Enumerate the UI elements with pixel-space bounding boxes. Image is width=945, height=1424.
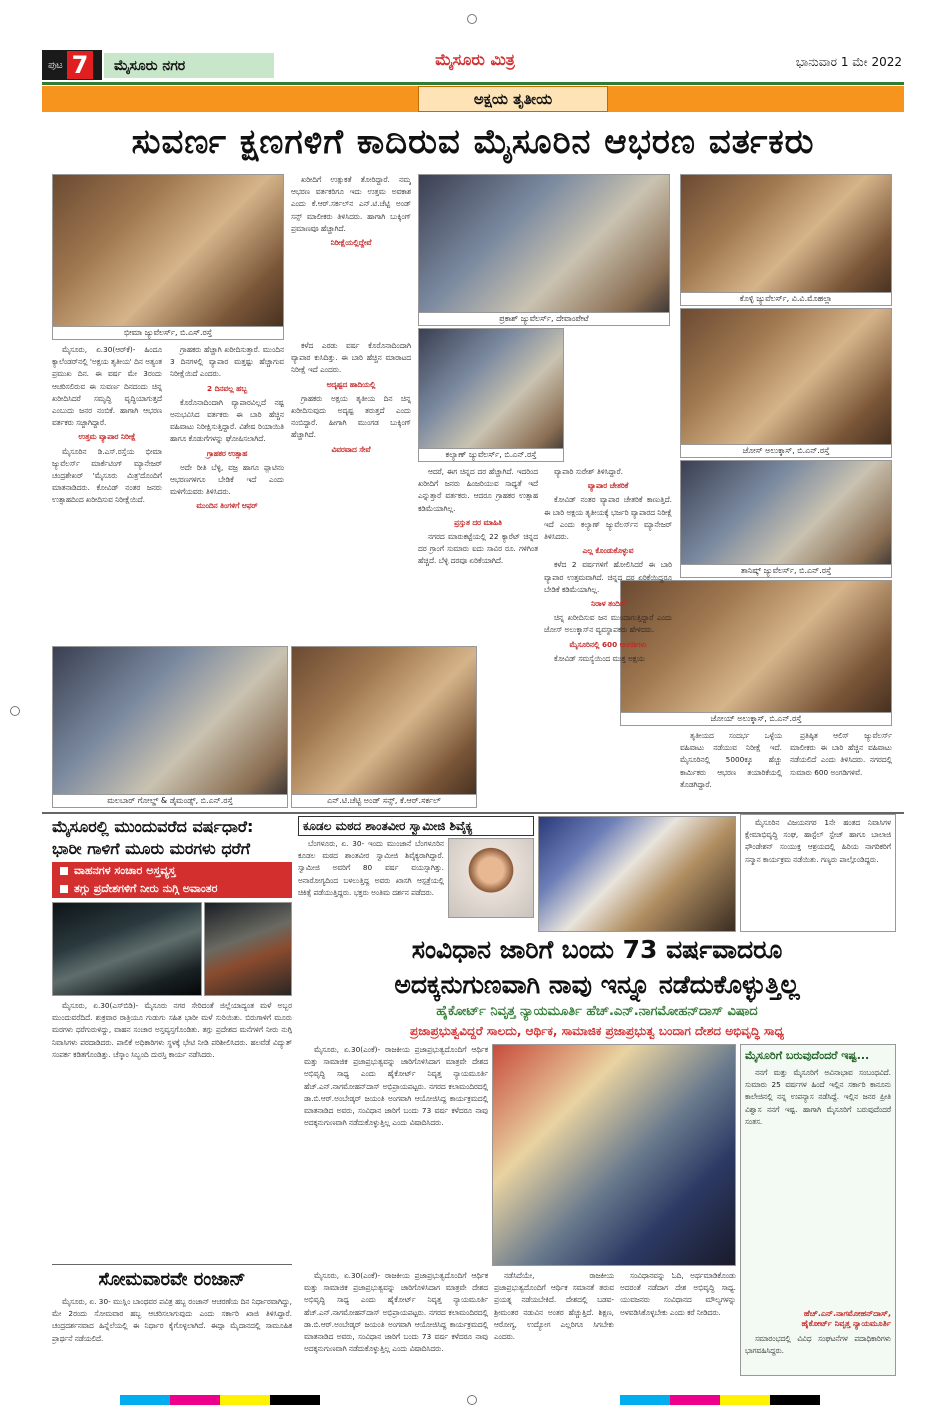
main-col5-para3: ಕಳೆದ 2 ವರ್ಷಗಳಿಗೆ ಹೋಲಿಸಿದರೆ ಈ ಬಾರಿ ವ್ಯಾಪಾರ ಉತ್ತಮವಾಗಿದೆ. ಚಿನ್ನದ ದರ ಏರಿಕೆಯಿದ್ದರೂ ಬೇಡಿಕೆ ಕಡಿಮೆಯಾಗಿಲ್ಲ. <box>544 560 672 594</box>
quote-signature-title: ಹೈಕೋರ್ಟ್ ನಿವೃತ್ತ ನ್ಯಾಯಮೂರ್ತಿ <box>801 1319 891 1328</box>
caption-kalyan: ಕಲ್ಯಾಣ್ ಜ್ಯುವೆಲರ್ಸ್, ಬಿ.ಎನ್.ರಸ್ತೆ <box>419 448 563 461</box>
dateline: ಭಾನುವಾರ 1 ಮೇ 2022 <box>795 55 902 69</box>
page-number-badge <box>42 50 102 80</box>
photo-kalyan <box>418 328 564 462</box>
right-news-box <box>740 814 896 932</box>
akshaya-label: ಅಕ್ಷಯ ತೃತೀಯ <box>418 86 608 112</box>
registration-mark-icon <box>467 14 477 24</box>
constitution-subhead-2: ಪ್ರಜಾಪ್ರಭುತ್ವವಿದ್ದರೆ ಸಾಲದು, ಆರ್ಥಿಕ, ಸಾಮಾಜಿಕ ಪ್ರಜಾಪ್ರಭುತ್ವ ಬಂದಾಗ ದೇಶದ ಅಭಿವೃದ್ಧಿ ಸಾಧ್ಯ <box>410 1024 784 1038</box>
quote-box-body2 <box>741 1331 895 1375</box>
main-col3-para2: ಕಳೆದ ಎರಡು ವರ್ಷ ಕೊರೊನಾದಿಂದಾಗಿ ವ್ಯಾಪಾರ ಕುಸಿದಿತ್ತು. ಈ ಬಾರಿ ಹೆಚ್ಚಿನ ಮಾರಾಟದ ನಿರೀಕ್ಷೆ ಇದೆ ಎಂದರು. <box>291 341 411 375</box>
constitution-col1-para: ಮೈಸೂರು, ಏ.30(ಎಂಕೆ)- ರಾಜಕೀಯ ಪ್ರಜಾಪ್ರಭುತ್ವದೊಂದಿಗೆ ಆರ್ಥಿಕ ಮತ್ತು ಸಾಮಾಜಿಕ ಪ್ರಜಾಪ್ರಭುತ್ವವನ್ನು ಜಾರಿಗೊಳಿಸಿದಾಗ ಮಾತ್ರವೇ ದೇಶದ ಅಭಿವೃದ್ಧಿ ಸಾಧ್ಯ ಎಂದು ಹೈಕೋರ್ಟ್ ನಿವೃತ್ತ ನ್ಯಾಯಮೂರ್ತಿ ಹೆಚ್.ಎನ್.ನಾಗಮೋಹನ್‌ದಾಸ್ ಅಭಿಪ್ರಾಯಪಟ್ಟರು. ನಗರದ ಕಲಾಮಂದಿರದಲ್ಲಿ ಡಾ.ಬಿ.ಆರ್.ಅಂಬೇಡ್ಕರ್ ಜಯಂತಿ ಅಂಗವಾಗಿ ಆಯೋಜಿಸಿದ್ದ ಕಾರ್ಯಕ್ರಮದಲ್ಲಿ ಮಾತನಾಡಿದ ಅವರು, ಸಂವಿಧಾನ ಜಾರಿಗೆ ಬಂದು 73 ವರ್ಷ ಕಳೆದರೂ ನಾವು ಅದಕ್ಕನುಗುಣವಾಗಿ ನಡೆದುಕೊಳ್ಳುತ್ತಿಲ್ಲ ಎಂದು ವಿಷಾದಿಸಿದರು. <box>304 1045 488 1128</box>
main-col5-subhead: ವ್ಯಾಪಾರ ಚೇತರಿಕೆ <box>587 481 629 491</box>
constitution-headline-line2: ಅದಕ್ಕನುಗುಣವಾಗಿ ನಾವು ಇನ್ನೂ ನಡೆದುಕೊಳ್ಳುತ್ತಿಲ್ಲ <box>394 970 800 999</box>
quote-box-para2: ಸಮಾರಂಭದಲ್ಲಿ ವಿವಿಧ ಸಂಘಟನೆಗಳ ಪದಾಧಿಕಾರಿಗಳು ಭಾಗವಹಿಸಿದ್ದರು. <box>745 1334 891 1356</box>
caption-joy: ಜೋಯ್ ಅಲುಕ್ಕಾಸ್, ಬಿ.ಎನ್.ರಸ್ತೆ <box>621 712 891 725</box>
main-col-5 <box>544 466 672 808</box>
caption-tanishq: ತಾನಿಷ್ಕ್ ಜ್ಯುವೆಲರ್ಸ್, ಬಿ.ಎನ್.ರಸ್ತೆ <box>681 564 891 577</box>
rain-body <box>52 1000 292 1262</box>
koodala-headline: ಕೂಡಲ ಮಠದ ಶಾಂತವೀರ ಸ್ವಾಮೀಜಿ ಶಿವೈಕ್ಯ <box>298 816 534 836</box>
main-col1-para2: ಮೈಸೂರಿನ ಡಿ.ಎಸ್.ರಸ್ತೆಯ ಭೀಮಾ ಜ್ಯುವೆಲರ್ಸ್ ಮಾರ್ಕೆಟಿಂಗ್ ಮ್ಯಾನೇಜರ್ ಚಂದ್ರಶೇಖರ್ 'ಮೈಸೂರು ಮಿತ್ರ'ದೊಂದಿಗೆ ಮಾತನಾಡಿದರು. ಕೋವಿಡ್ ನಂತರ ಜನರು ಉತ್ಸಾಹದಿಂದ ಖರೀದಿಸುವ ನಿರೀಕ್ಷೆಯಿದೆ. <box>52 446 162 505</box>
main-col1-subhead: ಉತ್ತಮ ವ್ಯಾಪಾರ ನಿರೀಕ್ಷೆ <box>78 432 136 442</box>
rain-headline-line2: ಭಾರೀ ಗಾಳಿಗೆ ಮೂರು ಮರಗಳು ಧರೆಗೆ <box>52 839 251 858</box>
main-col-6 <box>680 730 782 808</box>
rain-strip-2 <box>52 880 292 898</box>
caption-chetty: ಎನ್.ಟಿ.ಚೆಟ್ಟಿ ಅಂಡ್ ಸನ್ಸ್, ಕೆ.ಆರ್.ಸರ್ಕಲ್ <box>292 794 476 807</box>
rain-body-para: ಮೈಸೂರು, ಏ.30(ಎಸ್‌ಬಿಡಿ)- ಮೈಸೂರು ನಗರ ಸೇರಿದಂತೆ ಜಿಲ್ಲೆಯಾದ್ಯಂತ ಮಳೆ ಅಬ್ಬರ ಮುಂದುವರೆದಿದೆ. ಶುಕ್ರವಾರ ರಾತ್ರಿಯೂ ಗುಡುಗು ಸಹಿತ ಭಾರೀ ಮಳೆ ಸುರಿಯಿತು. ಬಿರುಗಾಳಿಗೆ ಮೂರು ಮರಗಳು ಧರೆಗುರುಳಿದ್ದು, ವಾಹನ ಸಂಚಾರ ಅಸ್ತವ್ಯಸ್ತಗೊಂಡಿತು. ತಗ್ಗು ಪ್ರದೇಶದ ಮನೆಗಳಿಗೆ ನೀರು ನುಗ್ಗಿ ನಿವಾಸಿಗಳು ಪರದಾಡಿದರು. ಪಾಲಿಕೆ ಅಧಿಕಾರಿಗಳು ಸ್ಥಳಕ್ಕೆ ಭೇಟಿ ನೀಡಿ ಪರಿಶೀಲಿಸಿದರು. ಹಲವೆಡೆ ವಿದ್ಯುತ್ ಸಂಪರ್ಕ ಕಡಿತಗೊಂಡಿತ್ತು. ಚೆಸ್ಕಾಂ ಸಿಬ್ಬಂದಿ ದುರಸ್ತಿ ಕಾರ್ಯ ನಡೆಸಿದರು. <box>52 1001 292 1059</box>
color-bar-left <box>120 1395 320 1405</box>
quote-box-head: ಮೈಸೂರಿಗೆ ಬರುವುದೆಂದರೆ ಇಷ್ಟ... <box>745 1049 870 1062</box>
main-col3-subhead: ನಿರೀಕ್ಷೆಯಲ್ಲಿದ್ದೇವೆ <box>330 238 372 248</box>
main-col6-para: ತೃತೀಯದ ಸಂದರ್ಭ ಒಳ್ಳೆಯ ವಹಿವಾಟು ನಡೆಯುವ ನಿರೀಕ್ಷೆ ಇದೆ. ಮೈಸೂರಿನಲ್ಲಿ 5000ಕ್ಕೂ ಹೆಚ್ಚು ಕಾರ್ಮಿಕರು ಆಭರಣ ತಯಾರಿಕೆಯಲ್ಲಿ ತೊಡಗಿದ್ದಾರೆ. <box>680 731 782 789</box>
akshaya-banner <box>42 86 904 112</box>
main-col2-subhead3: ಮುಂದಿನ ತಿಂಗಳಿಗೆ ಆಫರ್ <box>196 501 258 511</box>
main-col-4 <box>418 466 538 642</box>
rain-strip-1-text: ವಾಹನಗಳ ಸಂಚಾರ ಅಸ್ತವ್ಯಸ್ತ <box>74 864 176 877</box>
main-col5-subhead2: ಎಲ್ಲ ಕೊಂಡುಕೊಳ್ಳುವ <box>582 546 634 556</box>
right-box-para: ಮೈಸೂರಿನ ವಿಜಯನಗರ 1ನೇ ಹಂತದ ನಿವಾಸಿಗಳ ಕ್ಷೇಮಾಭಿವೃದ್ಧಿ ಸಂಘ, ಹಾಸ್ಟೆಲ್ ಸ್ಟೇಜ್ ಹಾಗೂ ಬಾಲಾಜಿ ಫೌಂಡೇಶನ್ ಸಂಯುಕ್ತ ಆಶ್ರಯದಲ್ಲಿ ಹಿರಿಯ ನಾಗರಿಕರಿಗೆ ಸನ್ಮಾನ ಕಾರ್ಯಕ್ರಮ ನಡೆಯಿತು. ಗಣ್ಯರು ಪಾಲ್ಗೊಂಡಿದ್ದರು. <box>745 818 891 864</box>
photo-malabar <box>52 646 288 808</box>
photo-rain-1 <box>52 902 202 996</box>
photo-felicitation <box>538 816 736 932</box>
quote-signature <box>741 1307 895 1331</box>
main-col3-subhead3: ವಿವರವಾದ ಸೇವೆ <box>331 444 371 454</box>
main-col2-subhead: 2 ದಿನವಲ್ಲ ಹಬ್ಬ <box>206 383 248 393</box>
main-col5-para2: ಕೋವಿಡ್ ನಂತರ ವ್ಯಾಪಾರ ಚೇತರಿಕೆ ಕಾಣುತ್ತಿದೆ. ಈ ಬಾರಿ ಅಕ್ಷಯ ತೃತೀಯಕ್ಕೆ ಭರ್ಜರಿ ವ್ಯಾಪಾರದ ನಿರೀಕ್ಷೆ ಇದೆ ಎಂದು ಕಲ್ಯಾಣ್ ಜ್ಯುವೆಲರ್ಸ್‌ನ ಮ್ಯಾನೇಜರ್ ತಿಳಿಸಿದರು. <box>544 495 672 542</box>
main-col7-para: ಪ್ರತಿಷ್ಠಿತ ಆಲಿಸ್ ಜ್ಯುವೆಲರ್ಸ್ ಮಾಲೀಕರು ಈ ಬಾರಿ ಹೆಚ್ಚಿನ ವಹಿವಾಟು ನಡೆಯಲಿದೆ ಎಂದು ತಿಳಿಸಿದರು. ನಗರದಲ್ಲಿ ಸುಮಾರು 600 ಅಂಗಡಿಗಳಿವೆ. <box>790 731 892 777</box>
quote-box <box>740 1044 896 1376</box>
main-col2-para3: ಅದೇ ರೀತಿ ಬೆಳ್ಳಿ, ವಜ್ರ ಹಾಗೂ ಪ್ಲಾಟಿನಂ ಆಭರಣಗಳಿಗೂ ಬೇಡಿಕೆ ಇದೆ ಎಂದು ಮಳಿಗೆಯವರು ತಿಳಿಸಿದರು. <box>170 462 284 497</box>
main-col5-para5: ಕೋವಿಡ್ ಸಮಸ್ಯೆಯಿಂದ ಮುಕ್ತ ಅಕ್ಷಯ <box>554 653 645 663</box>
main-col3-para3: ಗ್ರಾಹಕರು ಅಕ್ಷಯ ತೃತೀಯ ದಿನ ಚಿನ್ನ ಖರೀದಿಸುವುದು ಅದೃಷ್ಟ ತರುತ್ತದೆ ಎಂದು ನಂಬಿದ್ದಾರೆ. ಹೀಗಾಗಿ ಮುಂಗಡ ಬುಕ್ಕಿಂಗ್ ಹೆಚ್ಚಾಗಿದೆ. <box>291 393 411 440</box>
constitution-col3-para: ಸಂವಿಧಾನವನ್ನು ಓದಿ, ಅರ್ಥಮಾಡಿಕೊಂಡು ಅದರಂತೆ ನಡೆದಾಗ ದೇಶ ಅಭಿವೃದ್ಧಿ ಸಾಧ್ಯ. ಯುವಜನರು ಸಂವಿಧಾನದ ಮೌಲ್ಯಗಳನ್ನು ಅಳವಡಿಸಿಕೊಳ್ಳಬೇಕು ಎಂದು ಕರೆ ನೀಡಿದರು. <box>620 1271 736 1317</box>
bullet-square-icon <box>60 885 68 893</box>
page-label: ಪುಟ <box>48 59 63 71</box>
main-col2-para: ಗ್ರಾಹಕರು ಹೆಚ್ಚಾಗಿ ಖರೀದಿಸುತ್ತಾರೆ. ಮುಂದಿನ 3 ದಿನಗಳಲ್ಲಿ ವ್ಯಾಪಾರ ಮತ್ತಷ್ಟು ಹೆಚ್ಚಾಗುವ ನಿರೀಕ್ಷೆಯಿದೆ ಎಂದರು. <box>170 345 284 379</box>
main-col5-subhead4: ಮೈಸೂರಿನಲ್ಲಿ 600 ಅಂಗಡಿಗಳು <box>569 639 647 649</box>
main-col-3a <box>291 174 411 334</box>
photo-tanishq <box>680 460 892 578</box>
main-col2-para2: ಕೊರೊನಾದಿಂದಾಗಿ ವ್ಯಾಪಾರವಿಲ್ಲದೆ ನಷ್ಟ ಅನುಭವಿಸಿದ ವರ್ತಕರು ಈ ಬಾರಿ ಹೆಚ್ಚಿನ ವಹಿವಾಟು ನಿರೀಕ್ಷಿಸುತ್ತಿದ್ದಾರೆ. ವಿಶೇಷ ರಿಯಾಯಿತಿ ಹಾಗೂ ಕೊಡುಗೆಗಳನ್ನು ಘೋಷಿಸಲಾಗಿದೆ. <box>170 397 284 444</box>
quote-signature-name: ಹೆಚ್.ಎನ್.ನಾಗಮೋಹನ್‌ದಾಸ್, <box>803 1309 891 1318</box>
photo-rain-2 <box>204 902 292 996</box>
photo-jos <box>680 308 892 458</box>
constitution-subhead-1: ಹೈಕೋರ್ಟ್ ನಿವೃತ್ತ ನ್ಯಾಯಮೂರ್ತಿ ಹೆಚ್.ಎನ್.ನಾಗಮೋಹನ್‌ದಾಸ್ ವಿಷಾದ <box>436 1004 758 1019</box>
photo-swamiji <box>448 838 534 918</box>
section-label: ಮೈಸೂರು ನಗರ <box>104 53 274 78</box>
quote-box-body <box>741 1067 895 1307</box>
koodala-body-a <box>298 838 444 930</box>
caption-kolli: ಕೊಳ್ಳಿ ಜ್ಯುವೆಲರ್ಸ್, ವಿ.ವಿ.ಮೊಹಲ್ಲಾ <box>681 292 891 305</box>
header-rule <box>42 82 904 85</box>
main-col4-para: ಆದರೆ, ಈಗ ಚಿನ್ನದ ದರ ಹೆಚ್ಚಾಗಿದೆ. ಇದರಿಂದ ಖರೀದಿಗೆ ಜನರು ಹಿಂಜರಿಯುವ ಸಾಧ್ಯತೆ ಇದೆ ಎನ್ನುತ್ತಾರೆ ವರ್ತಕರು. ಆದರೂ ಗ್ರಾಹಕರ ಉತ್ಸಾಹ ಕಡಿಮೆಯಾಗಿಲ್ಲ. <box>418 467 538 513</box>
main-col4-subhead: ಪ್ರಸ್ತುತ ದರ ಮಾಹಿತಿ <box>454 517 502 527</box>
rain-headline <box>52 816 292 860</box>
main-col5-para: ವ್ಯಾಪಾರಿ ಸುರೇಶ್ ತಿಳಿಸಿದ್ದಾರೆ. <box>554 467 623 476</box>
main-col-7 <box>790 730 892 808</box>
registration-mark-icon <box>467 1395 477 1405</box>
main-col4-para2: ನಗರದ ಮಾರುಕಟ್ಟೆಯಲ್ಲಿ 22 ಕ್ಯಾರೆಟ್ ಚಿನ್ನದ ದರ ಗ್ರಾಂಗೆ ಸುಮಾರು ಐದು ಸಾವಿರ ರೂ. ಗಳಿಗಿಂತ ಹೆಚ್ಚಿದೆ. ಬೆಳ್ಳಿ ದರವೂ ಏರಿಕೆಯಾಗಿದೆ. <box>418 532 538 566</box>
photo-ambedkar-event <box>492 1044 736 1266</box>
color-bar-right <box>620 1395 820 1405</box>
constitution-col1b-para: ಮೈಸೂರು, ಏ.30(ಎಂಕೆ)- ರಾಜಕೀಯ ಪ್ರಜಾಪ್ರಭುತ್ವದೊಂದಿಗೆ ಆರ್ಥಿಕ ಮತ್ತು ಸಾಮಾಜಿಕ ಪ್ರಜಾಪ್ರಭುತ್ವವನ್ನು ಜಾರಿಗೊಳಿಸಿದಾಗ ಮಾತ್ರವೇ ದೇಶದ ಅಭಿವೃದ್ಧಿ ಸಾಧ್ಯ ಎಂದು ಹೈಕೋರ್ಟ್ ನಿವೃತ್ತ ನ್ಯಾಯಮೂರ್ತಿ ಹೆಚ್.ಎನ್.ನಾಗಮೋಹನ್‌ದಾಸ್ ಅಭಿಪ್ರಾಯಪಟ್ಟರು. ನಗರದ ಕಲಾಮಂದಿರದಲ್ಲಿ ಡಾ.ಬಿ.ಆರ್.ಅಂಬೇಡ್ಕರ್ ಜಯಂತಿ ಅಂಗವಾಗಿ ಆಯೋಜಿಸಿದ್ದ ಕಾರ್ಯಕ್ರಮದಲ್ಲಿ ಮಾತನಾಡಿದ ಅವರು, ಸಂವಿಧಾನ ಜಾರಿಗೆ ಬಂದು 73 ವರ್ಷ ಕಳೆದರೂ ನಾವು ಅದಕ್ಕನುಗುಣವಾಗಿ ನಡೆದುಕೊಳ್ಳುತ್ತಿಲ್ಲ ಎಂದು ವಿಷಾದಿಸಿದರು. <box>304 1271 488 1354</box>
constitution-col2-para: ನಡೆಸಿದೆಯೇ, ರಾಜಕೀಯ ಪ್ರಜಾಪ್ರಭುತ್ವದೊಂದಿಗೆ ಆರ್ಥಿಕ ಸಮಾನತೆ ತರುವ ಪ್ರಯತ್ನ ನಡೆಯಬೇಕಿದೆ. ದೇಶದಲ್ಲಿ ಬಡವ-ಶ್ರೀಮಂತರ ನಡುವಿನ ಅಂತರ ಹೆಚ್ಚುತ್ತಿದೆ. ಶಿಕ್ಷಣ, ಆರೋಗ್ಯ, ಉದ್ಯೋಗ ಎಲ್ಲರಿಗೂ ಸಿಗಬೇಕು ಎಂದರು. <box>494 1271 614 1342</box>
caption-malabar: ಮಲಬಾರ್ ಗೋಲ್ಡ್ & ಡೈಮಂಡ್ಸ್, ಬಿ.ಎನ್.ರಸ್ತೆ <box>53 794 287 807</box>
photo-prakash <box>418 174 670 326</box>
main-col-2 <box>170 344 284 642</box>
quote-box-para: ನನಗೆ ಮತ್ತು ಮೈಸೂರಿಗೆ ಅವಿನಾಭಾವ ಸಂಬಂಧವಿದೆ. ಸುಮಾರು 25 ವರ್ಷಗಳ ಹಿಂದೆ ಇಲ್ಲಿನ ಸರ್ಕಾರಿ ಕಾನೂನು ಕಾಲೇಜಿನಲ್ಲಿ ನನ್ನ ಉಪನ್ಯಾಸ ನಡೆಸಿದ್ದೆ. ಇಲ್ಲಿನ ಜನರ ಪ್ರೀತಿ ವಿಶ್ವಾಸ ನನಗೆ ಇಷ್ಟ. ಹಾಗಾಗಿ ಮೈಸೂರಿಗೆ ಬರುವುದೆಂದರೆ ಸಂತಸ. <box>745 1068 891 1126</box>
constitution-col-1 <box>304 1044 488 1266</box>
caption-prakash: ಪ್ರಕಾಶ್ ಜ್ಯುವೆಲರ್ಸ್, ದೇವಾಂಪೇಟೆ <box>419 312 669 325</box>
somavara-body <box>52 1296 292 1376</box>
rain-strip-1 <box>52 862 292 880</box>
main-col2-subhead2: ಗ್ರಾಹಕರ ಉತ್ಸಾಹ <box>206 448 248 458</box>
caption-jos: ಜೋಸ್ ಅಲುಕ್ಕಾಸ್, ಬಿ.ಎನ್.ರಸ್ತೆ <box>681 444 891 457</box>
rain-strip-2-text: ತಗ್ಗು ಪ್ರದೇಶಗಳಿಗೆ ನೀರು ನುಗ್ಗಿ ಅವಾಂತರ <box>74 882 218 895</box>
page-number: 7 <box>67 51 94 79</box>
masthead-logo: ಮೈಸೂರು ಮಿತ್ರ <box>435 50 515 69</box>
caption-bhima: ಭೀಮಾ ಜ್ಯುವೆಲರ್ಸ್, ಬಿ.ಎಸ್.ರಸ್ತೆ <box>53 326 283 339</box>
somavara-headline: ಸೋಮವಾರವೇ ರಂಜಾನ್ <box>98 1269 246 1290</box>
bullet-square-icon <box>60 867 68 875</box>
main-col5-subhead3: ನಿರಾಳ ತಂದಿದೆ <box>591 599 625 609</box>
main-col3-para: ಖರೀದಿಗೆ ಉತ್ಸುಕತೆ ತೋರಿದ್ದಾರೆ. ನಮ್ಮ ಆಭರಣ ವರ್ತಕರಿಗೂ ಇದು ಉತ್ತಮ ಅವಕಾಶ ಎಂದು ಕೆ.ಆರ್.ಸರ್ಕಲ್‌ನ ಎನ್.ಟಿ.ಚೆಟ್ಟಿ ಅಂಡ್ ಸನ್ಸ್ ಮಾಲೀಕರು ತಿಳಿಸಿದರು. ಹಾಗಾಗಿ ಬುಕ್ಕಿಂಗ್ ಪ್ರಮಾಣವೂ ಹೆಚ್ಚಾಗಿದೆ. <box>291 175 411 233</box>
photo-bhima <box>52 174 284 340</box>
constitution-col-3 <box>620 1270 736 1376</box>
constitution-headline-line1: ಸಂವಿಧಾನ ಜಾರಿಗೆ ಬಂದು 73 ವರ್ಷವಾದರೂ <box>411 935 783 964</box>
registration-mark-icon <box>10 706 20 716</box>
rain-headline-line1: ಮೈಸೂರಲ್ಲಿ ಮುಂದುವರೆದ ವರ್ಷಧಾರೆ: <box>52 817 254 836</box>
photo-kolli <box>680 174 892 306</box>
main-col3-subhead2: ಅದೃಷ್ಟದ ಹಾದಿಯಲ್ಲಿ <box>326 379 376 389</box>
main-col1-para: ಮೈಸೂರು, ಏ.30(ಆರ್‌ಕೆ)- ಹಿಂದೂ ಕ್ಯಾಲೆಂಡರ್‌ನಲ್ಲಿ 'ಅಕ್ಷಯ ತೃತೀಯ' ದಿನ ಅತ್ಯಂತ ಪ್ರಮುಖ ದಿನ. ಈ ವರ್ಷ ಮೇ 3ರಂದು ಆಚರಿಸಲಿರುವ ಈ ಸುವರ್ಣ ದಿನದಂದು ಚಿನ್ನ ಖರೀದಿಸಿದರೆ ಸಮೃದ್ಧಿ ವೃದ್ಧಿಯಾಗುತ್ತದೆ ಎಂಬುದು ಜನರ ನಂಬಿಕೆ. ಹಾಗಾಗಿ ಆಭರಣ ವರ್ತಕರು ಸಜ್ಜಾಗಿದ್ದಾರೆ. <box>52 345 162 428</box>
photo-chetty <box>291 646 477 808</box>
koodala-body-para: ಬೆಂಗಳೂರು, ಏ. 30- ಇಂದು ಮುಂಜಾನೆ ಬೆಂಗಳೂರಿನ ಕೂಡಲ ಮಠದ ಶಾಂತವೀರ ಸ್ವಾಮೀಜಿ ಶಿವೈಕ್ಯರಾಗಿದ್ದಾರೆ. ಸ್ವಾಮೀಜಿ ಅವರಿಗೆ 80 ವರ್ಷ ವಯಸ್ಸಾಗಿತ್ತು. ಅನಾರೋಗ್ಯದಿಂದ ಬಳಲುತ್ತಿದ್ದ ಅವರು ಖಾಸಗಿ ಆಸ್ಪತ್ರೆಯಲ್ಲಿ ಚಿಕಿತ್ಸೆ ಪಡೆಯುತ್ತಿದ್ದರು. ಭಕ್ತರು ಅಂತಿಮ ದರ್ಶನ ಪಡೆದರು. <box>298 839 444 897</box>
constitution-col-1b <box>304 1270 488 1376</box>
main-col5-para4: ಚಿನ್ನ ಖರೀದಿಸುವ ಜನ ಮುಂದಾಗುತ್ತಿದ್ದಾರೆ ಎಂದು ಜೋಸ್ ಅಲುಕ್ಕಾಸ್‌ನ ವ್ಯವಸ್ಥಾಪಕರು ಹೇಳಿದರು. <box>544 613 672 635</box>
constitution-col-2 <box>494 1270 614 1376</box>
constitution-headline <box>298 932 896 1002</box>
divider-somavara <box>52 1264 292 1265</box>
main-col-1 <box>52 344 162 642</box>
somavara-body-para: ಮೈಸೂರು, ಏ. 30- ಮುಸ್ಲಿಂ ಬಾಂಧವರ ಪವಿತ್ರ ಹಬ್ಬ ರಂಜಾನ್ ಆಚರಣೆಯ ದಿನ ನಿರ್ಧಾರವಾಗಿದ್ದು, ಮೇ 2ರಂದು ಸೋಮವಾರ ಹಬ್ಬ ಆಚರಿಸಲಾಗುವುದು ಎಂದು ಸರ್ಕಾರಿ ಖಾಜಿ ತಿಳಿಸಿದ್ದಾರೆ. ಚಂದ್ರದರ್ಶನವಾದ ಹಿನ್ನೆಲೆಯಲ್ಲಿ ಈ ನಿರ್ಧಾರ ಕೈಗೊಳ್ಳಲಾಗಿದೆ. ಈದ್ಗಾ ಮೈದಾನದಲ್ಲಿ ಸಾಮೂಹಿಕ ಪ್ರಾರ್ಥನೆ ನಡೆಯಲಿದೆ. <box>52 1297 292 1343</box>
main-headline: ಸುವರ್ಣ ಕ್ಷಣಗಳಿಗೆ ಕಾದಿರುವ ಮೈಸೂರಿನ ಆಭರಣ ವರ್ತಕರು <box>131 122 815 162</box>
right-box-body <box>741 815 895 931</box>
main-col-3b <box>291 340 411 640</box>
